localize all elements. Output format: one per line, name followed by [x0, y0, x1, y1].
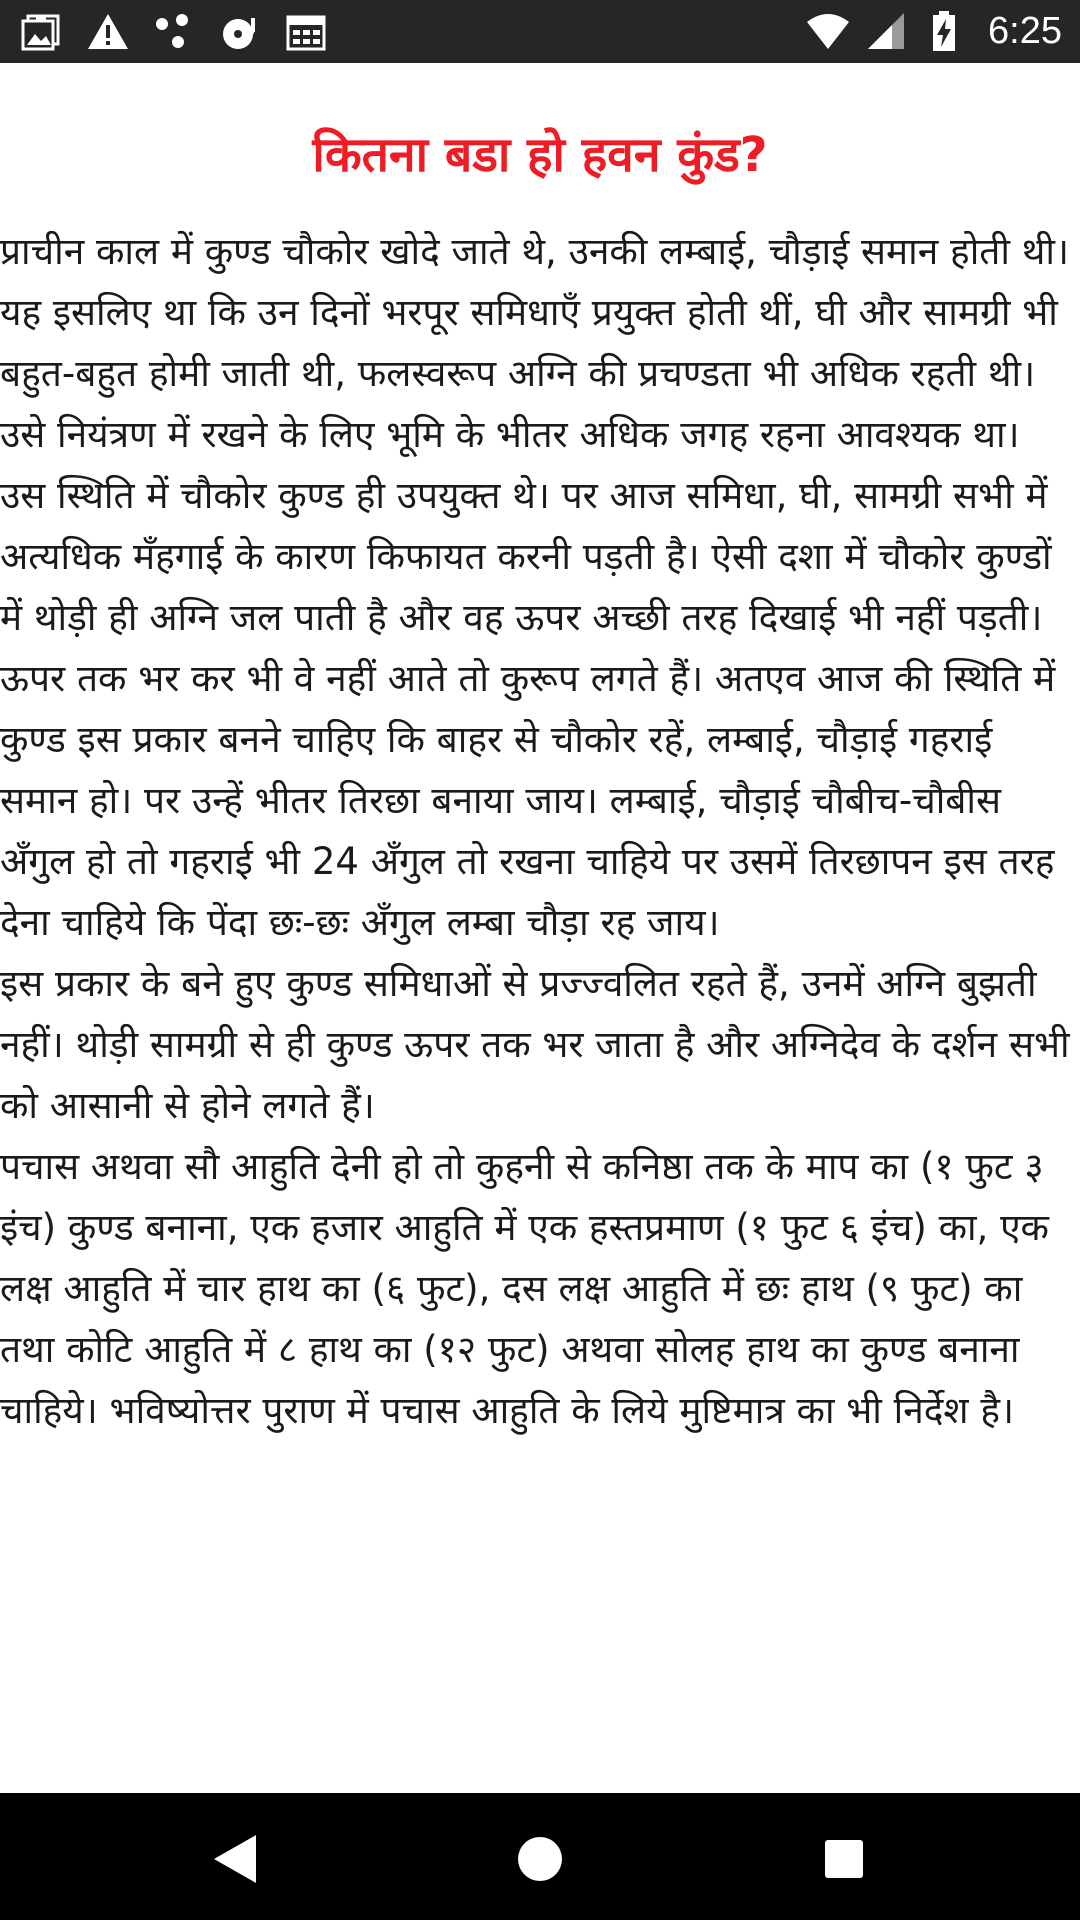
wifi-icon — [806, 9, 850, 53]
article-body — [0, 221, 1080, 1441]
article-paragraph: इस प्रकार के बने हुए कुण्ड समिधाओं से प्रज्ज्वलित रहते हैं, उनमें अग्नि बुझती नहीं। थोड़ी सामग्री से ही कुण्ड ऊपर तक भर जाता है और अग्निदेव के दर्शन सभी को आसानी से होने लगते हैं। — [0, 962, 1070, 1127]
clock: 6:25 — [988, 10, 1062, 52]
recents-icon[interactable] — [814, 1829, 874, 1889]
page-title: कितना बडा हो हवन कुंड? — [312, 127, 768, 183]
share-dots-icon — [152, 10, 196, 54]
back-icon[interactable] — [206, 1829, 266, 1889]
music-disc-icon — [218, 10, 262, 54]
article-paragraph: पचास अथवा सौ आहुति देनी हो तो कुहनी से कनिष्ठा तक के माप का (१ फुट ३ इंच) कुण्ड बनाना, एक हजार आहुति में एक हस्तप्रमाण (१ फुट ६ इंच) का, एक लक्ष आहुति में चार हाथ का (६ फुट), दस लक्ष आहुति में छः हाथ (९ फुट) का तथा कोटि आहुति में ८ हाथ का (१२ फुट) अथवा सोलह हाथ का कुण्ड बनाना चाहिये। भविष्योत्तर पुराण में पचास आहुति के लिये मुष्टिमात्र का भी निर्देश है। — [0, 1145, 1049, 1432]
notification-icons — [20, 10, 328, 54]
article-paragraph: प्राचीन काल में कुण्ड चौकोर खोदे जाते थे, उनकी लम्बाई, चौड़ाई समान होती थी। यह इसलिए था कि उन दिनों भरपूर समिधाएँ प्रयुक्त होती थीं, घी और सामग्री भी बहुत-बहुत होमी जाती थी, फलस्वरूप अग्नि की प्रचण्डता भी अधिक रहती थी। उसे नियंत्रण में रखने के लिए भूमि के भीतर अधिक जगह रहना आवश्यक था। उस स्थिति में चौकोर कुण्ड ही उपयुक्त थे। पर आज समिधा, घी, सामग्री सभी में अत्यधिक मँहगाई के कारण किफायत करनी पड़ती है। ऐसी दशा में चौकोर कुण्डों में थोड़ी ही अग्नि जल पाती है और वह ऊपर अच्छी तरह दिखाई भी नहीं पड़ती। ऊपर तक भर कर भी वे नहीं आते तो कुरूप लगते हैं। अतएव आज की स्थिति में कुण्ड इस प्रकार बनने चाहिए कि बाहर से चौकोर रहें, लम्बाई, चौड़ाई गहराई समान हो। पर उन्हें भीतर तिरछा बनाया जाय। लम्बाई, चौड़ाई चौबीच-चौबीस अँगुल हो तो गहराई भी 24 अँगुल तो रखना चाहिये पर उसमें तिरछापन इस तरह देना चाहिये कि पेंदा छः-छः अँगुल लम्बा चौड़ा रह जाय। — [0, 230, 1069, 944]
home-icon[interactable] — [510, 1829, 570, 1889]
cell-signal-icon — [864, 9, 908, 53]
battery-charging-icon — [922, 9, 966, 53]
calendar-icon — [284, 10, 328, 54]
gallery-icon — [20, 10, 64, 54]
navigation-bar — [0, 1793, 1080, 1920]
article-view[interactable] — [0, 63, 1080, 1793]
system-icons — [806, 6, 1062, 56]
status-bar — [0, 0, 1080, 63]
warning-icon — [86, 10, 130, 54]
